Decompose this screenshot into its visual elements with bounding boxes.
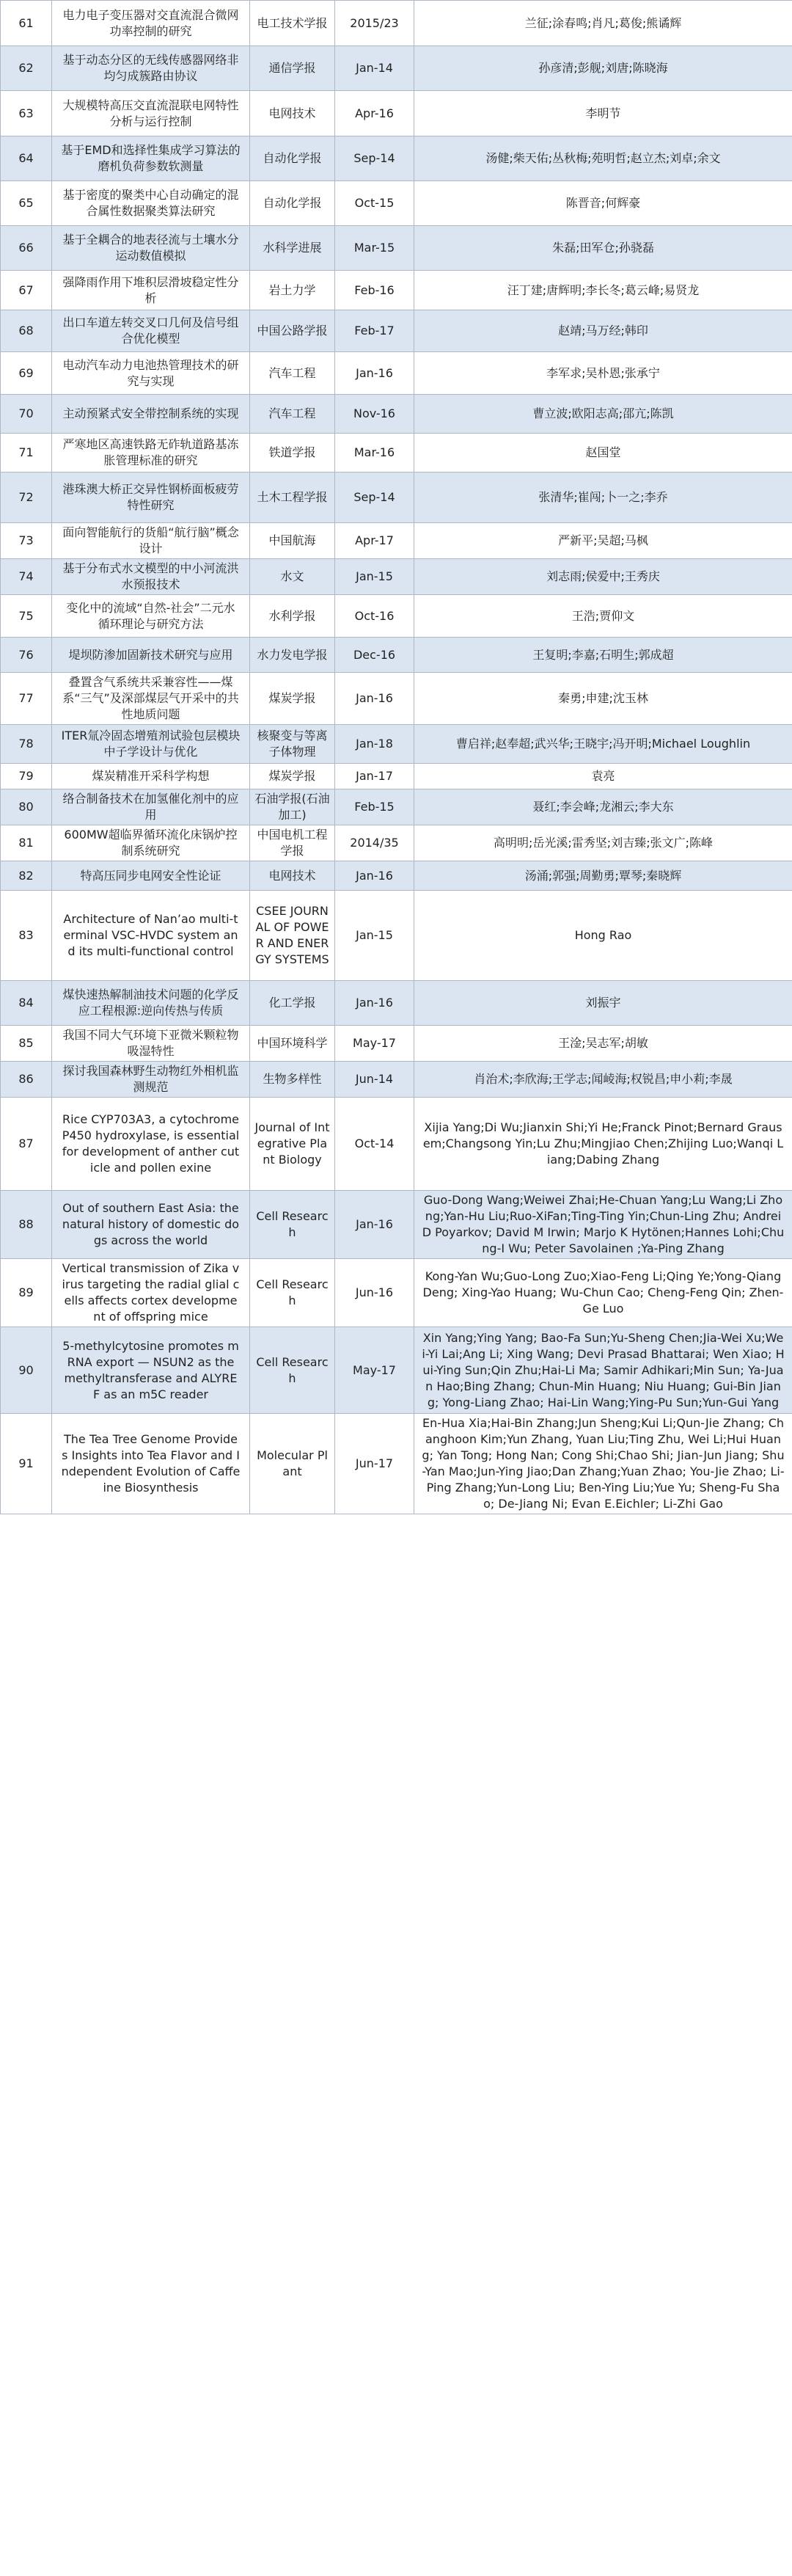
paper-authors: Xijia Yang;Di Wu;Jianxin Shi;Yi He;Franck Pinot;Bernard Grausem;Changsong Yin;Lu Zhu;Mingjiao Chen;Zhijing Luo;Wanqi Liang;Dabing Zhang: [414, 1098, 792, 1191]
table-row: [1, 136, 792, 181]
paper-number: 84: [1, 981, 52, 1026]
table-row: [1, 1259, 792, 1327]
paper-title: 基于全耦合的地表径流与土壤水分运动数值模拟: [52, 226, 250, 271]
paper-journal: 土木工程学报: [250, 472, 335, 523]
paper-journal: 中国公路学报: [250, 310, 335, 352]
paper-authors: Guo-Dong Wang;Weiwei Zhai;He-Chuan Yang;Lu Wang;Li Zhong;Yan-Hu Liu;Ruo-XiFan;Ting-Ting Yin;Chun-Ling Zhu; Andrei D Poyarkov; David M Irwin; Marjo K Hytönen;Hannes Lohi;Chung-I Wu; Peter Savolainen ;Ya-Ping Zhang: [414, 1191, 792, 1259]
paper-number: 85: [1, 1026, 52, 1062]
paper-title: Rice CYP703A3, a cytochrome P450 hydroxylase, is essential for development of anther cuticle and pollen exine: [52, 1098, 250, 1191]
paper-number: 66: [1, 226, 52, 271]
table-row: [1, 1191, 792, 1259]
table-row: [1, 226, 792, 271]
paper-journal: 通信学报: [250, 46, 335, 91]
paper-authors: 刘志雨;侯爱中;王秀庆: [414, 559, 792, 595]
paper-number: 76: [1, 638, 52, 673]
paper-authors: 秦勇;申建;沈玉林: [414, 673, 792, 725]
paper-number: 67: [1, 271, 52, 310]
paper-date: Apr-16: [335, 91, 414, 136]
paper-journal: 电工技术学报: [250, 1, 335, 46]
paper-date: Jan-16: [335, 1191, 414, 1259]
paper-title: 煤快速热解制油技术问题的化学反应工程根源:逆向传热与传质: [52, 981, 250, 1026]
table-row: [1, 725, 792, 764]
paper-number: 62: [1, 46, 52, 91]
paper-date: Sep-14: [335, 136, 414, 181]
paper-title: 面向智能航行的货船“航行脑”概念设计: [52, 523, 250, 559]
paper-authors: Xin Yang;Ying Yang; Bao-Fa Sun;Yu-Sheng Chen;Jia-Wei Xu;Wei-Yi Lai;Ang Li; Xing Wang; Devi Prasad Bhattarai; Wen Xiao; Hui-Ying Sun;Qin Zhu;Hai-Li Ma; Samir Adhikari;Min Sun; Ya-Juan Hao;Bing Zhang; Chun-Min Huang; Niu Huang; Gui-Bin Jiang; Yong-Liang Zhao; Hai-Lin Wang;Ying-Pu Sun;Yun-Gui Yang: [414, 1327, 792, 1414]
paper-authors: 袁亮: [414, 764, 792, 789]
paper-authors: 王淦;吴志军;胡敏: [414, 1026, 792, 1062]
paper-authors: 李明节: [414, 91, 792, 136]
paper-authors: 曹立波;欧阳志高;邵亢;陈凯: [414, 395, 792, 434]
paper-date: Oct-14: [335, 1098, 414, 1191]
paper-title: 我国不同大气环境下亚微米颗粒物吸湿特性: [52, 1026, 250, 1062]
paper-title: 络合制备技术在加氢催化剂中的应用: [52, 789, 250, 825]
paper-authors: 汤健;柴天佑;丛秋梅;苑明哲;赵立杰;刘卓;余文: [414, 136, 792, 181]
paper-number: 70: [1, 395, 52, 434]
paper-number: 77: [1, 673, 52, 725]
paper-number: 63: [1, 91, 52, 136]
paper-date: Oct-16: [335, 595, 414, 638]
paper-number: 90: [1, 1327, 52, 1414]
paper-journal: 核聚变与等离子体物理: [250, 725, 335, 764]
paper-journal: CSEE JOURNAL OF POWER AND ENERGY SYSTEMS: [250, 891, 335, 981]
paper-journal: Journal of Integrative Plant Biology: [250, 1098, 335, 1191]
table-row: [1, 1, 792, 46]
table-row: [1, 1026, 792, 1062]
paper-authors: 聂红;李会峰;龙湘云;李大东: [414, 789, 792, 825]
paper-number: 91: [1, 1414, 52, 1514]
paper-title: 特高压同步电网安全性论证: [52, 861, 250, 891]
paper-number: 83: [1, 891, 52, 981]
paper-title: 电力电子变压器对交直流混合微网功率控制的研究: [52, 1, 250, 46]
paper-title: 出口车道左转交叉口几何及信号组合优化模型: [52, 310, 250, 352]
paper-number: 61: [1, 1, 52, 46]
paper-number: 78: [1, 725, 52, 764]
table-row: [1, 1098, 792, 1191]
paper-authors: Kong-Yan Wu;Guo-Long Zuo;Xiao-Feng Li;Qing Ye;Yong-Qiang Deng; Xing-Yao Huang; Wu-Chun Cao; Cheng-Feng Qin; Zhen-Ge Luo: [414, 1259, 792, 1327]
table-row: [1, 523, 792, 559]
paper-number: 75: [1, 595, 52, 638]
table-row: [1, 1327, 792, 1414]
paper-authors: 王复明;李嘉;石明生;郭成超: [414, 638, 792, 673]
paper-number: 72: [1, 472, 52, 523]
paper-journal: 汽车工程: [250, 395, 335, 434]
paper-title: 5-methylcytosine promotes mRNA export — NSUN2 as the methyltransferase and ALYREF as an m5C reader: [52, 1327, 250, 1414]
table-row: [1, 1062, 792, 1098]
paper-date: Sep-14: [335, 472, 414, 523]
paper-date: Jun-14: [335, 1062, 414, 1098]
paper-journal: 水文: [250, 559, 335, 595]
paper-number: 64: [1, 136, 52, 181]
paper-title: The Tea Tree Genome Provides Insights into Tea Flavor and Independent Evolution of Caffeine Biosynthesis: [52, 1414, 250, 1514]
paper-title: 煤炭精准开采科学构想: [52, 764, 250, 789]
paper-journal: 中国电机工程学报: [250, 825, 335, 861]
paper-number: 89: [1, 1259, 52, 1327]
paper-date: Jan-18: [335, 725, 414, 764]
table-row: [1, 981, 792, 1026]
paper-journal: Cell Research: [250, 1259, 335, 1327]
paper-title: 基于动态分区的无线传感器网络非均匀成簇路由协议: [52, 46, 250, 91]
paper-authors: 陈晋音;何辉豪: [414, 181, 792, 226]
paper-journal: 水科学进展: [250, 226, 335, 271]
paper-date: Nov-16: [335, 395, 414, 434]
table-row: [1, 1414, 792, 1514]
paper-authors: 孙彦清;彭舰;刘唐;陈晓海: [414, 46, 792, 91]
paper-date: Mar-15: [335, 226, 414, 271]
paper-date: Apr-17: [335, 523, 414, 559]
paper-journal: 汽车工程: [250, 352, 335, 395]
paper-title: 探讨我国森林野生动物红外相机监测规范: [52, 1062, 250, 1098]
paper-authors: 肖治术;李欣海;王学志;闻崚海;权锐昌;申小莉;李晟: [414, 1062, 792, 1098]
paper-date: Jan-16: [335, 352, 414, 395]
paper-authors: 张清华;崔闯;卜一之;李乔: [414, 472, 792, 523]
paper-authors: 严新平;吴超;马枫: [414, 523, 792, 559]
paper-journal: 中国航海: [250, 523, 335, 559]
table-row: [1, 395, 792, 434]
paper-authors: 汪丁建;唐辉明;李长冬;葛云峰;易贤龙: [414, 271, 792, 310]
paper-date: May-17: [335, 1327, 414, 1414]
table-row: [1, 673, 792, 725]
table-row: [1, 181, 792, 226]
paper-title: Out of southern East Asia: the natural history of domestic dogs across the world: [52, 1191, 250, 1259]
paper-date: Dec-16: [335, 638, 414, 673]
paper-title: 电动汽车动力电池热管理技术的研究与实现: [52, 352, 250, 395]
paper-date: Jun-17: [335, 1414, 414, 1514]
paper-number: 68: [1, 310, 52, 352]
paper-number: 73: [1, 523, 52, 559]
paper-title: 叠置含气系统共采兼容性——煤系“三气”及深部煤层气开采中的共性地质问题: [52, 673, 250, 725]
paper-authors: 兰征;涂春鸣;肖凡;葛俊;熊谲辉: [414, 1, 792, 46]
paper-number: 74: [1, 559, 52, 595]
paper-date: Jan-16: [335, 981, 414, 1026]
paper-number: 80: [1, 789, 52, 825]
paper-journal: 电网技术: [250, 861, 335, 891]
papers-table-body: [1, 1, 792, 1514]
paper-date: 2014/35: [335, 825, 414, 861]
table-row: [1, 352, 792, 395]
table-row: [1, 638, 792, 673]
table-row: [1, 559, 792, 595]
paper-authors: 王浩;贾仰文: [414, 595, 792, 638]
paper-journal: 石油学报(石油加工): [250, 789, 335, 825]
paper-authors: 李军求;吴朴恩;张承宁: [414, 352, 792, 395]
paper-date: Mar-16: [335, 434, 414, 472]
paper-date: Jan-17: [335, 764, 414, 789]
paper-date: Feb-16: [335, 271, 414, 310]
paper-date: Feb-17: [335, 310, 414, 352]
paper-number: 79: [1, 764, 52, 789]
paper-authors: 刘振宇: [414, 981, 792, 1026]
paper-title: 堤坝防渗加固新技术研究与应用: [52, 638, 250, 673]
paper-date: Jan-14: [335, 46, 414, 91]
paper-number: 71: [1, 434, 52, 472]
paper-title: 变化中的流域“自然-社会”二元水循环理论与研究方法: [52, 595, 250, 638]
paper-title: 严寒地区高速铁路无砟轨道路基冻胀管理标准的研究: [52, 434, 250, 472]
paper-title: Architecture of Nan’ao multi-terminal VSC-HVDC system and its multi-functional control: [52, 891, 250, 981]
paper-journal: 水力发电学报: [250, 638, 335, 673]
paper-title: ITER氚冷固态增殖剂试验包层模块中子学设计与优化: [52, 725, 250, 764]
table-row: [1, 271, 792, 310]
paper-number: 87: [1, 1098, 52, 1191]
paper-date: Jun-16: [335, 1259, 414, 1327]
paper-title: 大规模特高压交直流混联电网特性分析与运行控制: [52, 91, 250, 136]
table-row: [1, 434, 792, 472]
paper-date: Jan-15: [335, 891, 414, 981]
paper-journal: 中国环境科学: [250, 1026, 335, 1062]
paper-journal: 煤炭学报: [250, 673, 335, 725]
paper-number: 69: [1, 352, 52, 395]
table-row: [1, 825, 792, 861]
table-row: [1, 595, 792, 638]
table-row: [1, 891, 792, 981]
paper-journal: Molecular Plant: [250, 1414, 335, 1514]
table-row: [1, 91, 792, 136]
paper-title: 港珠澳大桥正交异性钢桥面板疲劳特性研究: [52, 472, 250, 523]
paper-authors: 曹启祥;赵奉超;武兴华;王晓宇;冯开明;Michael Loughlin: [414, 725, 792, 764]
paper-title: 强降雨作用下堆积层滑坡稳定性分析: [52, 271, 250, 310]
paper-journal: 煤炭学报: [250, 764, 335, 789]
table-row: [1, 310, 792, 352]
table-row: [1, 46, 792, 91]
paper-date: Jan-16: [335, 861, 414, 891]
paper-number: 82: [1, 861, 52, 891]
paper-title: 基于分布式水文模型的中小河流洪水预报技术: [52, 559, 250, 595]
paper-number: 88: [1, 1191, 52, 1259]
paper-date: Oct-15: [335, 181, 414, 226]
paper-journal: 电网技术: [250, 91, 335, 136]
paper-title: 基于EMD和选择性集成学习算法的磨机负荷参数软测量: [52, 136, 250, 181]
table-row: [1, 764, 792, 789]
paper-journal: Cell Research: [250, 1327, 335, 1414]
paper-authors: 赵靖;马万经;韩印: [414, 310, 792, 352]
paper-journal: 化工学报: [250, 981, 335, 1026]
paper-authors: 赵国堂: [414, 434, 792, 472]
paper-authors: 高明明;岳光溪;雷秀坚;刘吉臻;张文广;陈峰: [414, 825, 792, 861]
paper-date: May-17: [335, 1026, 414, 1062]
paper-title: 基于密度的聚类中心自动确定的混合属性数据聚类算法研究: [52, 181, 250, 226]
paper-number: 65: [1, 181, 52, 226]
paper-date: 2015/23: [335, 1, 414, 46]
paper-date: Jan-16: [335, 673, 414, 725]
paper-number: 81: [1, 825, 52, 861]
paper-journal: 生物多样性: [250, 1062, 335, 1098]
paper-journal: 水利学报: [250, 595, 335, 638]
table-row: [1, 472, 792, 523]
paper-journal: 岩土力学: [250, 271, 335, 310]
paper-date: Jan-15: [335, 559, 414, 595]
paper-authors: 汤涌;郭强;周勤勇;覃琴;秦晓辉: [414, 861, 792, 891]
paper-title: 600MW超临界循环流化床锅炉控制系统研究: [52, 825, 250, 861]
paper-number: 86: [1, 1062, 52, 1098]
paper-authors: En-Hua Xia;Hai-Bin Zhang;Jun Sheng;Kui Li;Qun-Jie Zhang; Changhoon Kim;Yun Zhang, Yuan Liu;Ting Zhu, Wei Li;Hui Huang; Yan Tong; Hong Nan; Cong Shi;Chao Shi; Jian-Jun Jiang; Shu-Yan Mao;Jun-Ying Jiao;Dan Zhang;Yuan Zhao; You-Jie Zhao; Li-Ping Zhang;Yun-Long Liu; Ben-Ying Liu;Yue Yu; Sheng-Fu Shao; De-Jiang Ni; Evan E.Eichler; Li-Zhi Gao: [414, 1414, 792, 1514]
paper-journal: 铁道学报: [250, 434, 335, 472]
paper-title: 主动预紧式安全带控制系统的实现: [52, 395, 250, 434]
paper-journal: Cell Research: [250, 1191, 335, 1259]
table-row: [1, 861, 792, 891]
paper-authors: Hong Rao: [414, 891, 792, 981]
paper-journal: 自动化学报: [250, 136, 335, 181]
table-row: [1, 789, 792, 825]
paper-date: Feb-15: [335, 789, 414, 825]
paper-title: Vertical transmission of Zika virus targeting the radial glial cells affects cortex development of offspring mice: [52, 1259, 250, 1327]
paper-journal: 自动化学报: [250, 181, 335, 226]
paper-authors: 朱磊;田军仓;孙骁磊: [414, 226, 792, 271]
